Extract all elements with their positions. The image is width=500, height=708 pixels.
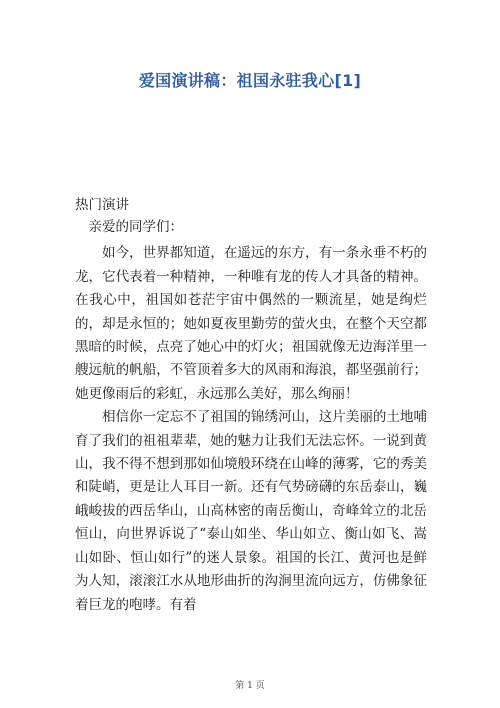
greeting: 亲爱的同学们： (88, 219, 183, 235)
document-title: 爱国演讲稿：祖国永驻我心[1] (138, 71, 362, 90)
paragraph-2: 相信你一定忘不了祖国的锦绣河山，这片美丽的土地哺育了我们的祖祖辈辈，她的魅力让我们无法忘怀。一说到黄山，我不得不想到那如仙境般环绕在山峰的薄雾，它的秀美和陡峭，更是让人耳目一新。还有气势磅礴的东岳泰山，巍峨峻拔的西岳华山，山高林密的南岳衡山，奇峰耸立的北岳恒山，向世界诉说了“泰山如坐、华山如立、衡山如飞、嵩山如卧、恒山如行”的迷人景象。祖国的长江、黄河也是鲜为人知，滚滚江水从地形曲折的沟涧里流向远方，仿佛象征着巨龙的咆哮。有着 (75, 409, 427, 613)
section-label: 热门演讲 (75, 197, 129, 213)
page-number: 第 1 页 (235, 681, 265, 691)
document-body (75, 216, 427, 617)
paragraph-1: 如今，世界都知道，在遥远的东方，有一条永垂不朽的龙，它代表着一种精神，一种唯有龙的传人才具备的精神。在我心中，祖国如苍茫宇宙中偶然的一颗流星，她是绚烂的，却是永恒的；她如夏夜里勤劳的萤火虫，在整个天空都黑暗的时候，点亮了她心中的灯火；祖国就像无边海洋里一艘远航的帆船，不管顶着多大的风雨和海浪，都坚强前行；她更像雨后的彩虹，永远那么美好，那么绚丽！ (75, 245, 427, 402)
